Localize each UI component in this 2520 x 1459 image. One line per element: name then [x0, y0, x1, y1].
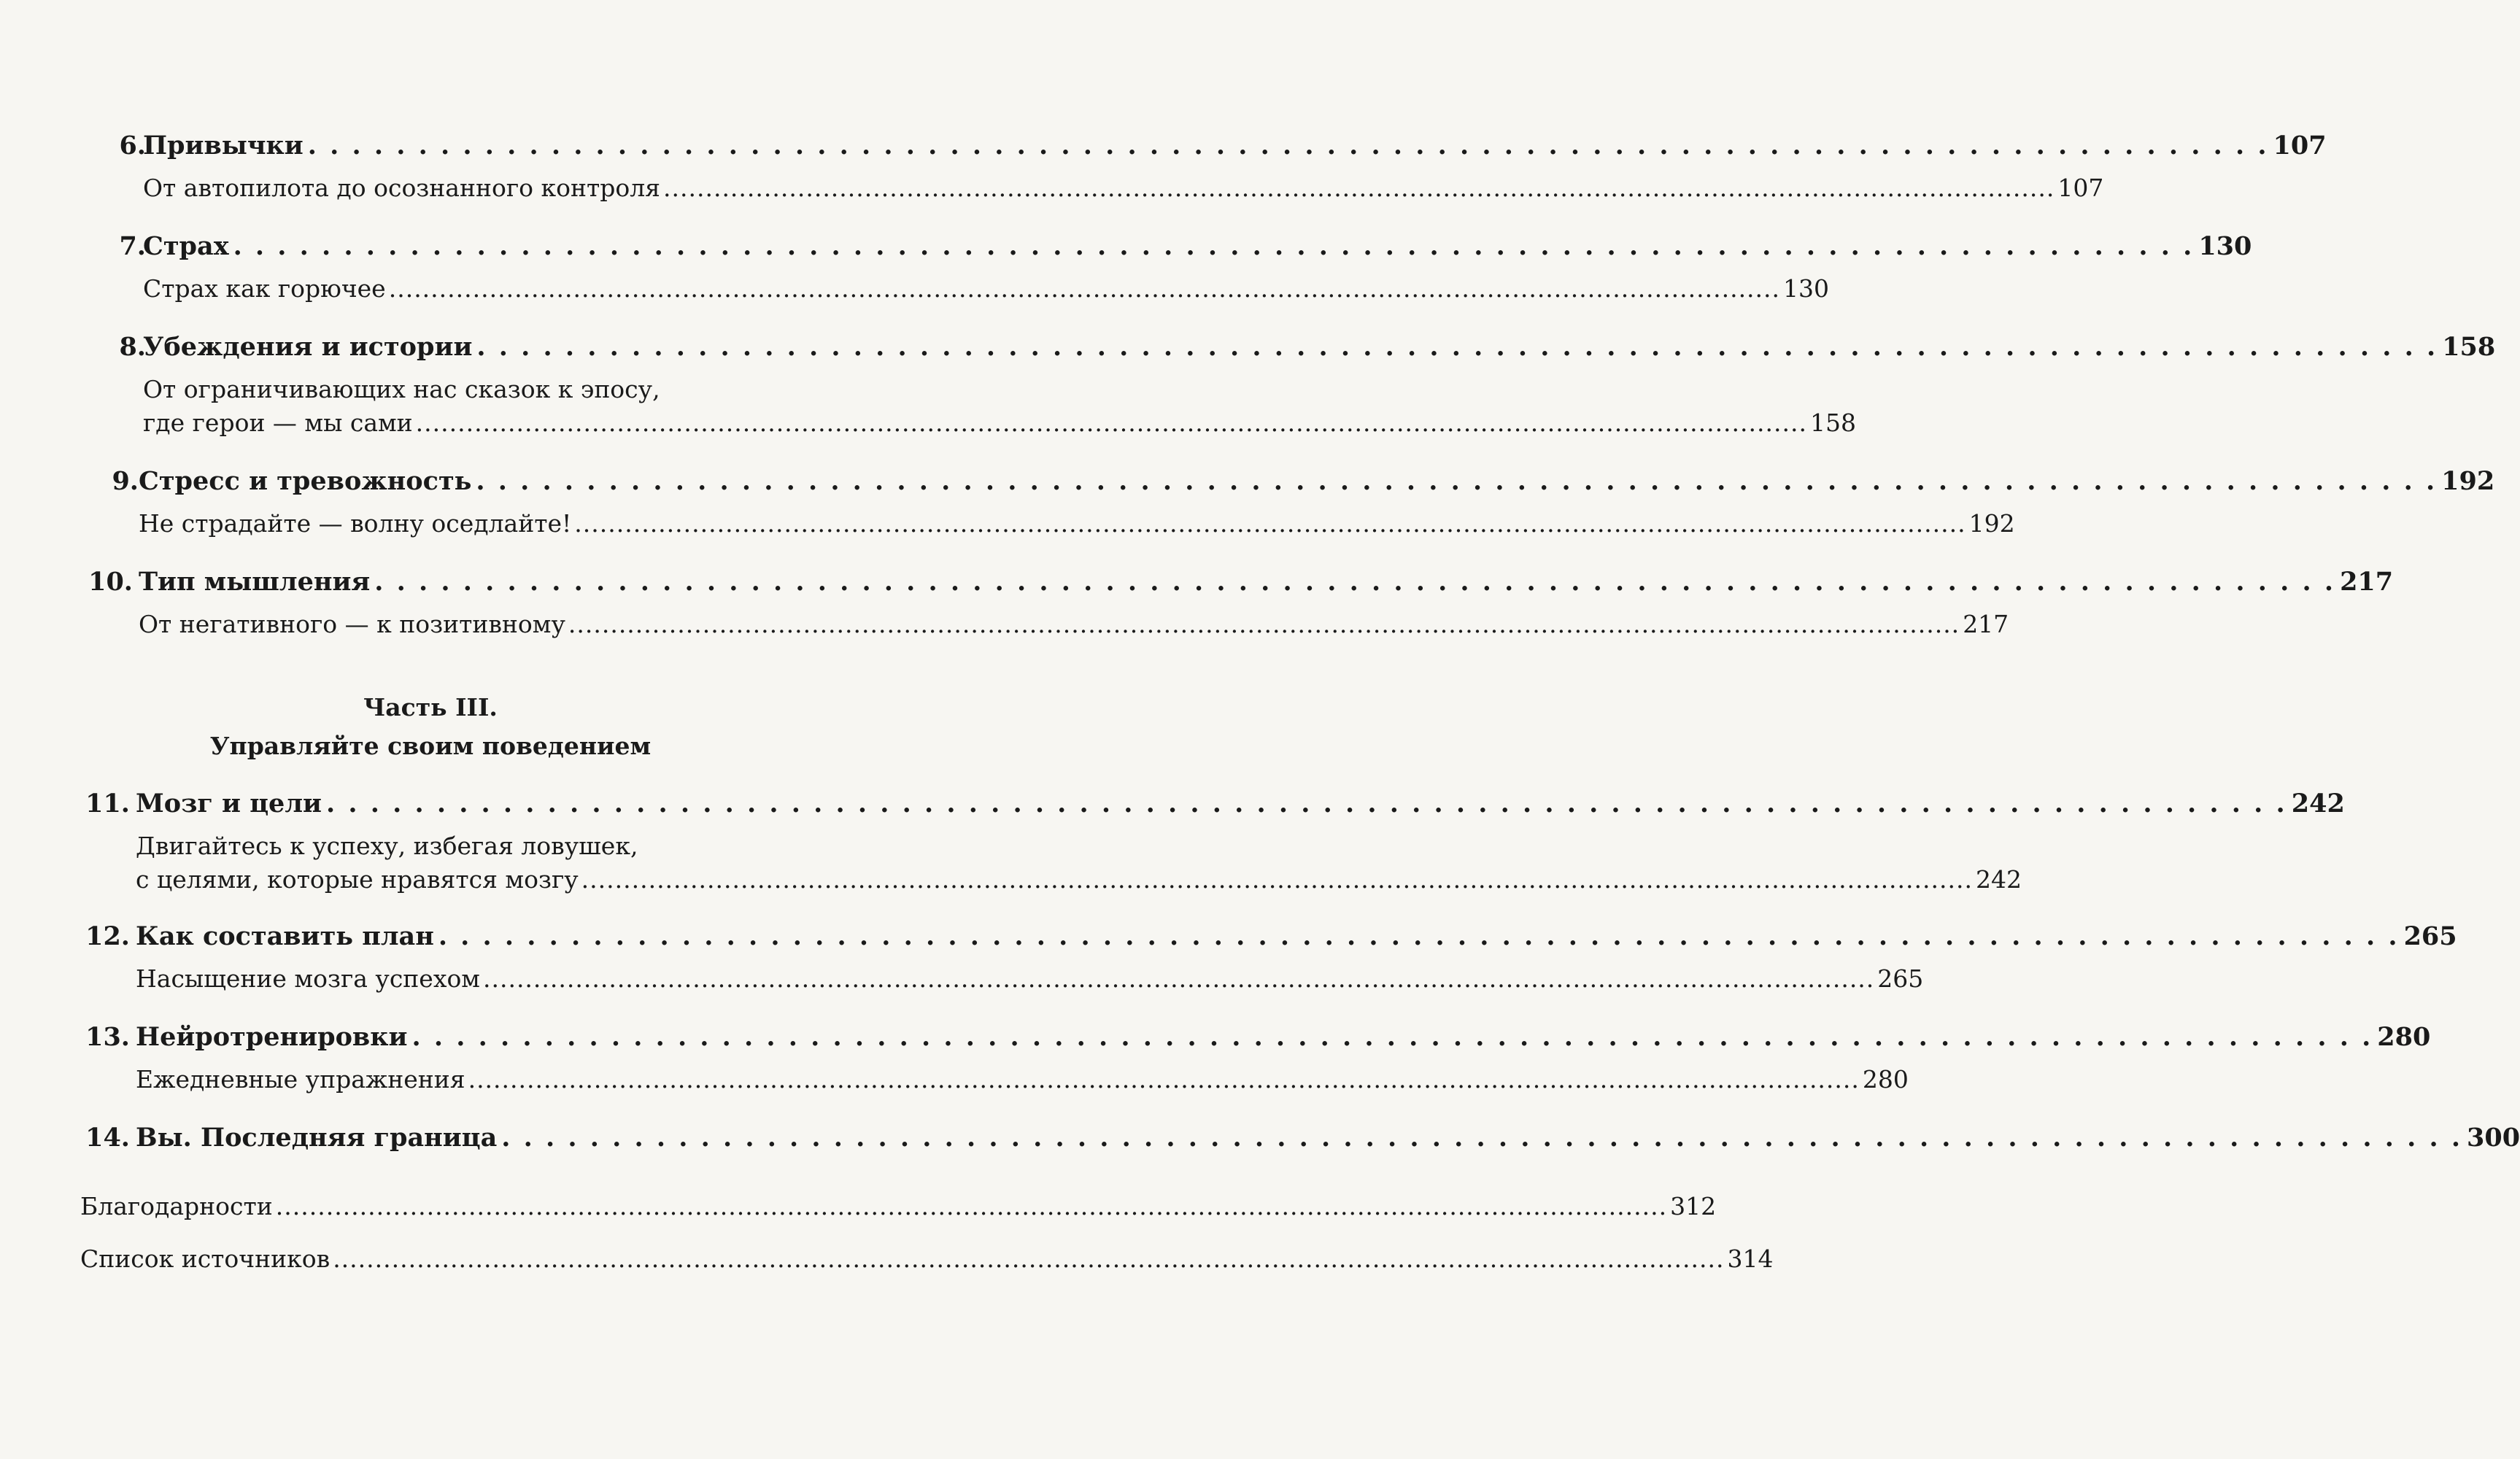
- chapter-number: 9.: [112, 466, 139, 496]
- subtitle-line: Двигайтесь к успеху, избегая ловушек,: [136, 832, 638, 860]
- chapter-number: 10.: [88, 567, 133, 597]
- leader-dots: ......................................................................................................................................................................: [482, 964, 1875, 993]
- leader-dots: ......................................................................................................................................................................: [663, 174, 2055, 202]
- toc-references[interactable]: [0, 1239, 1774, 1280]
- toc-subtitle-9[interactable]: [0, 503, 2015, 544]
- entry-title: Список источников: [80, 1245, 331, 1273]
- toc-subtitle-10[interactable]: [0, 604, 2009, 645]
- subtitle-line: От ограничивающих нас сказок к эпосу,: [143, 375, 660, 403]
- leader-dots: . . . . . . . . . . . . . . . . . . . . . . . . . . . . . . . . . . . . . . . . . . . . . . . . . . . . . . . . . . . . . . . . . . . . . . . . . . . . . . . . . . . . . . . . .: [325, 789, 2287, 818]
- leader-dots: . . . . . . . . . . . . . . . . . . . . . . . . . . . . . . . . . . . . . . . . . . . . . . . . . . . . . . . . . . . . . . . . . . . . . . . . . . . . . . . . . . . . . . . . .: [476, 332, 2438, 362]
- page-number: 130: [2198, 231, 2252, 261]
- entry-title: Благодарности: [80, 1192, 273, 1220]
- part-label: Часть III.: [363, 693, 498, 721]
- chapter-title: Как составить план: [136, 921, 434, 951]
- chapter-title: Тип мышления: [139, 567, 371, 597]
- page-number: 312: [1670, 1192, 1717, 1220]
- chapter-title: Убеждения и истории: [143, 332, 473, 362]
- toc-chapter-12[interactable]: [0, 916, 2457, 957]
- chapter-number: 7.: [119, 231, 146, 261]
- chapter-title: Мозг и цели: [136, 789, 322, 818]
- page-number: 300: [2467, 1123, 2520, 1153]
- leader-dots: ......................................................................................................................................................................: [333, 1245, 1725, 1273]
- page-number: 314: [1727, 1245, 1774, 1273]
- subtitle-text: Насыщение мозга успехом: [136, 964, 480, 993]
- leader-dots: ......................................................................................................................................................................: [574, 509, 1966, 538]
- page-number: 265: [2403, 921, 2457, 951]
- toc-chapter-13[interactable]: [0, 1017, 2431, 1058]
- toc-subtitle-12[interactable]: [0, 959, 1924, 999]
- leader-dots: . . . . . . . . . . . . . . . . . . . . . . . . . . . . . . . . . . . . . . . . . . . . . . . . . . . . . . . . . . . . . . . . . . . . . . . . . . . . . . . . . . . . . . . . .: [501, 1123, 2463, 1153]
- leader-dots: . . . . . . . . . . . . . . . . . . . . . . . . . . . . . . . . . . . . . . . . . . . . . . . . . . . . . . . . . . . . . . . . . . . . . . . . . . . . . . . . . . . . . . . . .: [233, 231, 2195, 261]
- chapter-title: Стресс и тревожность: [139, 466, 472, 496]
- toc-acknowledgements[interactable]: [0, 1186, 1717, 1227]
- subtitle-text: Страх как горючее: [143, 274, 386, 303]
- leader-dots: ......................................................................................................................................................................: [468, 1065, 1860, 1094]
- leader-dots: ......................................................................................................................................................................: [388, 274, 1781, 303]
- page-number: 158: [2442, 332, 2496, 362]
- page-number: 158: [1809, 409, 1856, 437]
- page-number: 130: [1783, 274, 1830, 303]
- leader-dots: . . . . . . . . . . . . . . . . . . . . . . . . . . . . . . . . . . . . . . . . . . . . . . . . . . . . . . . . . . . . . . . . . . . . . . . . . . . . . . . . . . . . . . . . .: [307, 131, 2269, 160]
- page-number: 280: [2377, 1022, 2431, 1052]
- toc-subtitle-13[interactable]: [0, 1059, 1909, 1100]
- toc-chapter-6[interactable]: [0, 125, 2327, 166]
- toc-subtitle-11[interactable]: [0, 859, 2022, 900]
- toc-chapter-9[interactable]: [0, 461, 2495, 502]
- leader-dots: ......................................................................................................................................................................: [415, 409, 1807, 437]
- chapter-title: Нейротренировки: [136, 1022, 408, 1052]
- toc-subtitle-6[interactable]: [0, 168, 2104, 209]
- toc-chapter-10[interactable]: [0, 562, 2394, 603]
- subtitle-text: От автопилота до осознанного контроля: [143, 174, 661, 202]
- chapter-title: Страх: [143, 231, 229, 261]
- toc-subtitle-8[interactable]: [0, 403, 1856, 444]
- toc-subtitle-7[interactable]: [0, 268, 1830, 309]
- subtitle-text: Не страдайте — волну оседлайте!: [139, 509, 572, 538]
- toc-chapter-11[interactable]: [0, 783, 2345, 824]
- leader-dots: . . . . . . . . . . . . . . . . . . . . . . . . . . . . . . . . . . . . . . . . . . . . . . . . . . . . . . . . . . . . . . . . . . . . . . . . . . . . . . . . . . . . . . . . .: [411, 1022, 2373, 1052]
- toc-chapter-7[interactable]: [0, 226, 2252, 267]
- page-number: 280: [1862, 1065, 1909, 1094]
- leader-dots: ......................................................................................................................................................................: [568, 610, 1960, 638]
- page-number: 107: [2273, 131, 2327, 160]
- subtitle-text: с целями, которые нравятся мозгу: [136, 865, 579, 894]
- page-number: 242: [1975, 865, 2022, 894]
- page-number: 217: [2340, 567, 2394, 597]
- leader-dots: . . . . . . . . . . . . . . . . . . . . . . . . . . . . . . . . . . . . . . . . . . . . . . . . . . . . . . . . . . . . . . . . . . . . . . . . . . . . . . . . . . . . . . . . .: [476, 466, 2438, 496]
- page-number: 192: [2441, 466, 2495, 496]
- toc-chapter-14[interactable]: [0, 1118, 2520, 1158]
- chapter-title: Вы. Последняя граница: [136, 1123, 498, 1153]
- subtitle-text: где герои — мы сами: [143, 409, 413, 437]
- subtitle-text: Ежедневные упражнения: [136, 1065, 465, 1094]
- chapter-title: Привычки: [143, 131, 304, 160]
- toc-chapter-8[interactable]: [0, 327, 2496, 368]
- page-number: 107: [2057, 174, 2104, 202]
- leader-dots: . . . . . . . . . . . . . . . . . . . . . . . . . . . . . . . . . . . . . . . . . . . . . . . . . . . . . . . . . . . . . . . . . . . . . . . . . . . . . . . . . . . . . . . . .: [438, 921, 2400, 951]
- leader-dots: . . . . . . . . . . . . . . . . . . . . . . . . . . . . . . . . . . . . . . . . . . . . . . . . . . . . . . . . . . . . . . . . . . . . . . . . . . . . . . . . . . . . . . . . .: [374, 567, 2336, 597]
- chapter-number: 13.: [85, 1022, 130, 1052]
- page-number: 242: [2291, 789, 2345, 818]
- chapter-number: 8.: [119, 332, 146, 362]
- chapter-number: 6.: [119, 131, 146, 160]
- leader-dots: ......................................................................................................................................................................: [581, 865, 1973, 894]
- chapter-number: 14.: [85, 1123, 130, 1153]
- page-number: 217: [1963, 610, 2009, 638]
- leader-dots: ......................................................................................................................................................................: [275, 1192, 1668, 1220]
- chapter-number: 11.: [85, 789, 130, 818]
- part-title: Управляйте своим поведением: [209, 732, 652, 760]
- page-number: 265: [1877, 964, 1924, 993]
- subtitle-text: От негативного — к позитивному: [139, 610, 565, 638]
- chapter-number: 12.: [85, 921, 130, 951]
- page-number: 192: [1968, 509, 2015, 538]
